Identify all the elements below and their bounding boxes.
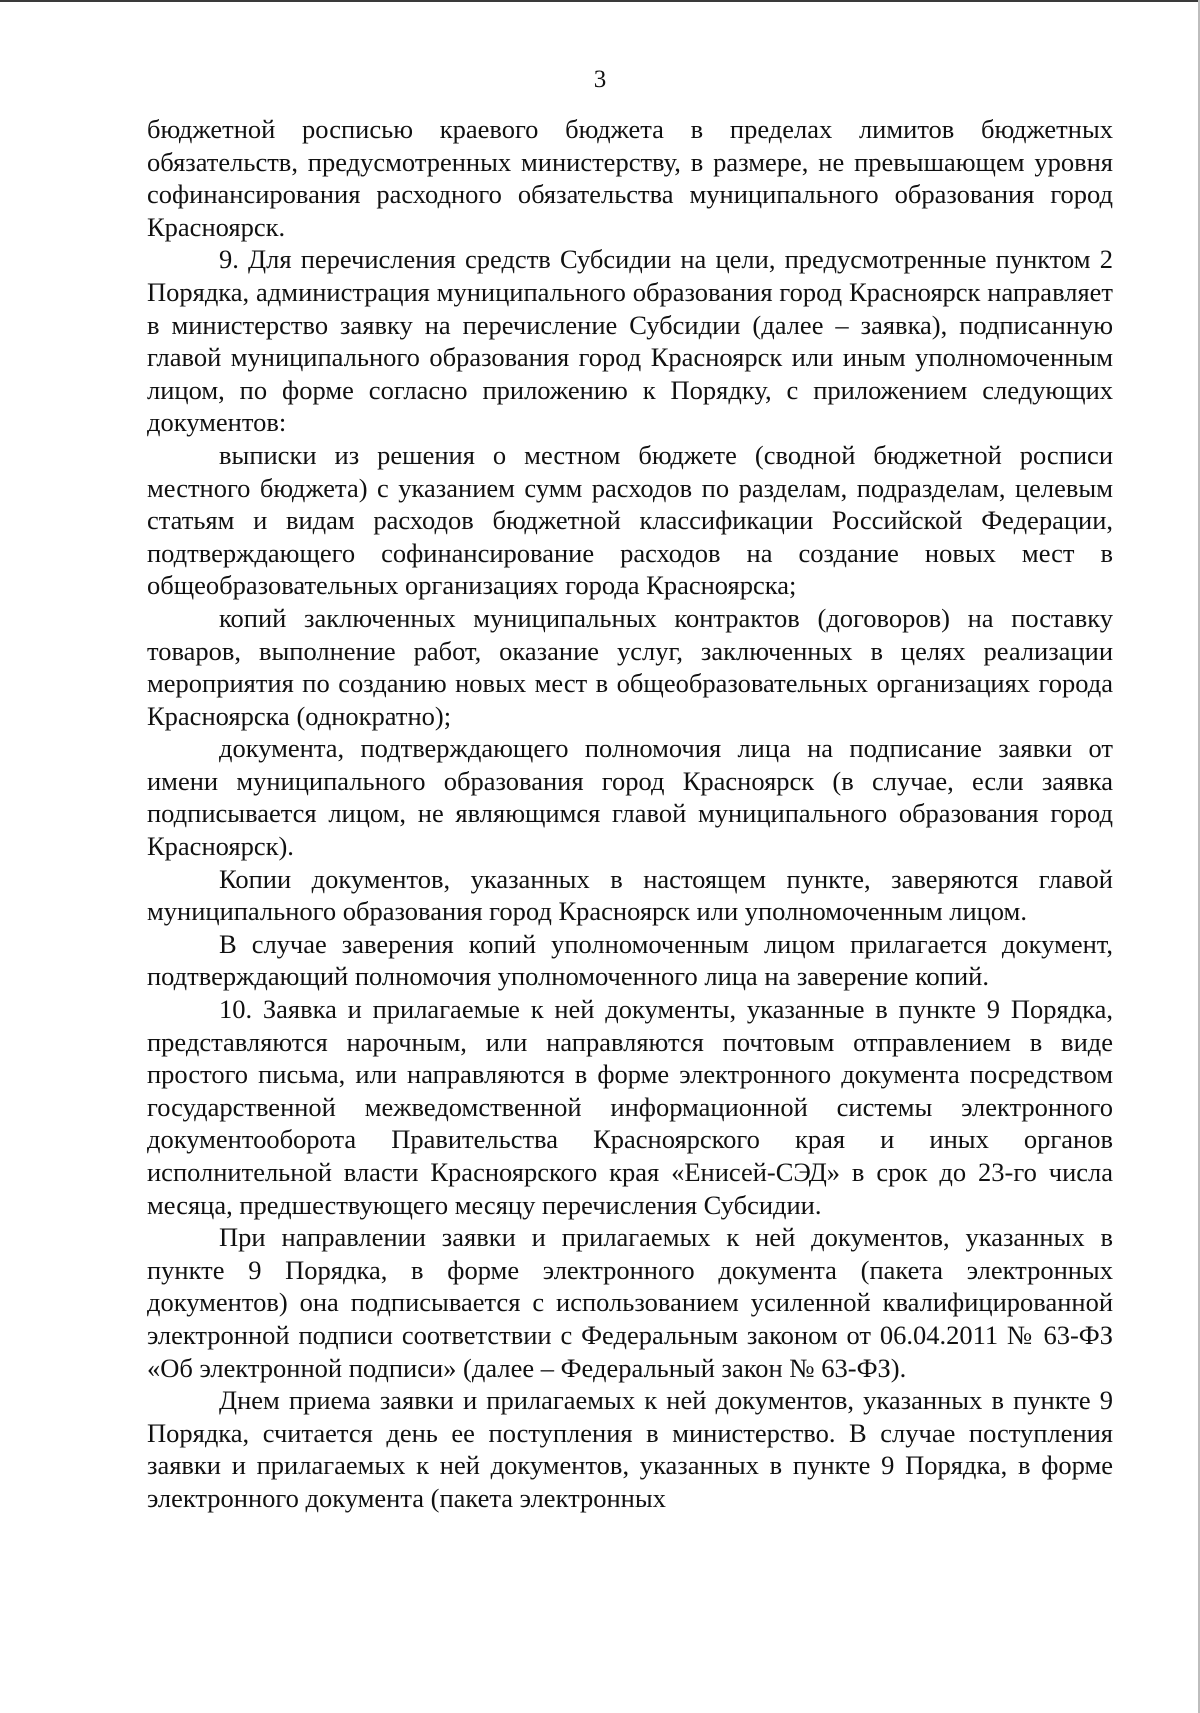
paragraph-authority-document: документа, подтверждающего полномочия лица на подписание заявки от имени муниципального образования город Красноярск (в случае, если заявка подписывается лицом, не являющимся главой муниципального образования город Красноярск). [147, 733, 1113, 862]
paragraph-electronic-signature: При направлении заявки и прилагаемых к ней документов, указанных в пункте 9 Порядка, в форме электронного документа (пакета электронных документов) она подписывается с использованием усиленной квалифицированной электронной подписи соответствии с Федеральным законом от 06.04.2011 № 63-ФЗ «Об электронной подписи» (далее – Федеральный закон № 63-ФЗ). [147, 1222, 1113, 1383]
document-body [147, 113, 1113, 1515]
paragraph-copies-certification: Копии документов, указанных в настоящем пункте, заверяются главой муниципального образования город Красноярск или уполномоченным лицом. [147, 863, 1113, 927]
paragraph-item-10: 10. Заявка и прилагаемые к ней документы, указанные в пункте 9 Порядка, представляются нарочным, или направляются почтовым отправлением в виде простого письма, или направляются в форме электронного документа посредством государственной межведомственной информационной системы электронного документооборота Правительства Красноярского края и иных органов исполнительной власти Красноярского края «Енисей-СЭД» в срок до 23-го числа месяца, предшествующего месяцу перечисления Субсидии. [147, 994, 1113, 1220]
paragraph-continuation: бюджетной росписью краевого бюджета в пределах лимитов бюджетных обязательств, предусмотренных министерству, в размере, не превышающем уровня софинансирования расходного обязательства муниципального образования город Красноярск. [147, 114, 1113, 242]
scan-top-edge [0, 0, 1200, 2]
paragraph-budget-extract: выписки из решения о местном бюджете (сводной бюджетной росписи местного бюджета) с указанием сумм расходов по разделам, подразделам, целевым статьям и видам расходов бюджетной классификации Российской Федерации, подтверждающего софинансирование расходов на создание новых мест в общеобразовательных организациях города Красноярска; [147, 439, 1113, 601]
page-number: 3 [593, 66, 607, 93]
paragraph-contract-copies: копий заключенных муниципальных контрактов (договоров) на поставку товаров, выполнение работ, оказание услуг, заключенных в целях реализации мероприятия по созданию новых мест в общеобразовательных организациях города Красноярска (однократно); [147, 602, 1113, 731]
paragraph-receipt-date: Днем приема заявки и прилагаемых к ней документов, указанных в пункте 9 Порядка, считается день ее поступления в министерство. В случае поступления заявки и прилагаемых к ней документов, указанных в пункте 9 Порядка, в форме электронного документа (пакета электронных [147, 1385, 1113, 1513]
paragraph-authorized-certification: В случае заверения копий уполномоченным лицом прилагается документ, подтверждающий полномочия уполномоченного лица на заверение копий. [147, 928, 1113, 992]
paragraph-item-9: 9. Для перечисления средств Субсидии на цели, предусмотренные пунктом 2 Порядка, администрация муниципального образования город Красноярск направляет в министерство заявку на перечисление Субсидии (далее – заявка), подписанную главой муниципального образования город Красноярск или иным уполномоченным лицом, по форме согласно приложению к Порядку, с приложением следующих документов: [147, 244, 1113, 438]
